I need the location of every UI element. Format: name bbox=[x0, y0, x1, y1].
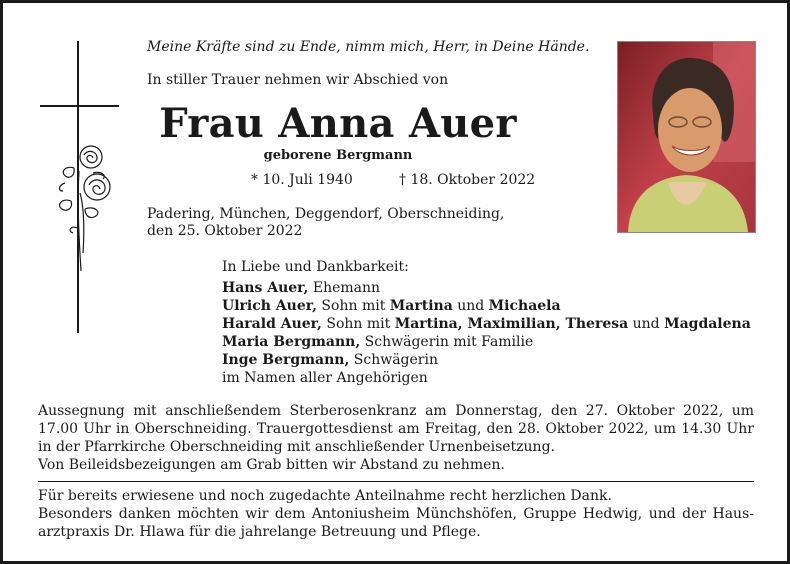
portrait-photo bbox=[617, 41, 756, 233]
mourner-name: Hans Auer, bbox=[222, 280, 309, 296]
mourner-name: Inge Bergmann, bbox=[222, 352, 350, 368]
mourner-conjunction: und bbox=[628, 316, 665, 332]
funeral-notice bbox=[38, 402, 754, 474]
funeral-details: Aussegnung mit anschließendem Sterberosenkranz am Donnerstag, den 27. Oktober 2022, um 17.00 Uhr in Oberschneiding. Trauergottesdienst am Freitag, den 28. Oktober 2022, um 14.30 Uhr in der Pfarrkirche Oberschneiding mit anschließender Urnenbeisetzung. bbox=[38, 403, 754, 455]
mourner-partner: Magdalena bbox=[664, 316, 751, 332]
mourner-item bbox=[222, 315, 751, 333]
mourner-relation: Schwägerin mit Familie bbox=[360, 334, 534, 350]
mourner-name: Ulrich Auer, bbox=[222, 298, 317, 314]
motto: Meine Kräfte sind zu Ende, nimm mich, Herr, in Deine Hände. bbox=[147, 39, 590, 55]
mourner-name: Maria Bergmann, bbox=[222, 334, 361, 350]
date-line: den 25. Oktober 2022 bbox=[147, 223, 303, 239]
condolence-request: Von Beileidsbezeigungen am Grab bitten wir Abstand zu nehmen. bbox=[38, 457, 505, 473]
mourner-partner: Martina, Maximilian, Theresa bbox=[394, 316, 629, 332]
divider bbox=[38, 481, 754, 482]
mourner-item: im Namen aller Angehörigen bbox=[222, 370, 428, 386]
mourner-item bbox=[222, 333, 751, 351]
mourner-relation: Sohn mit bbox=[316, 298, 390, 314]
thanks-line: Für bereits erwiesene und noch zugedachte Anteilnahme recht herzlichen Dank. bbox=[38, 488, 612, 504]
mourner-item bbox=[222, 297, 751, 315]
thanks-paragraph bbox=[38, 487, 754, 541]
special-thanks-line: Besonders danken möchten wir dem Antoniusheim Münchshöfen, Gruppe Hedwig, und der Hausarztpraxis Dr. Hlawa für die jahrelange Betreuung und Pflege. bbox=[38, 506, 754, 540]
mourner-partner: Martina bbox=[389, 298, 453, 314]
mourner-item bbox=[222, 279, 751, 297]
mourner-relation: Schwägerin bbox=[349, 352, 438, 368]
mourner-partner: Michaela bbox=[488, 298, 561, 314]
places-line: Padering, München, Deggendorf, Oberschneiding, bbox=[147, 206, 505, 222]
thanks-heading: In Liebe und Dankbarkeit: bbox=[222, 259, 409, 275]
intro-text: In stiller Trauer nehmen wir Abschied von bbox=[147, 72, 449, 88]
mourner-name: Harald Auer, bbox=[222, 316, 322, 332]
birth-date: * 10. Juli 1940 bbox=[251, 172, 353, 188]
mourner-relation: Ehemann bbox=[308, 280, 381, 296]
death-date: † 18. Oktober 2022 bbox=[399, 172, 536, 188]
mourner-relation: Sohn mit bbox=[321, 316, 395, 332]
mourner-conjunction: und bbox=[452, 298, 489, 314]
maiden-name: geborene Bergmann bbox=[263, 148, 413, 163]
places-and-date bbox=[147, 206, 547, 240]
deceased-name: Frau Anna Auer bbox=[159, 100, 517, 147]
mourner-item bbox=[222, 351, 751, 369]
mourners-list bbox=[222, 279, 751, 387]
